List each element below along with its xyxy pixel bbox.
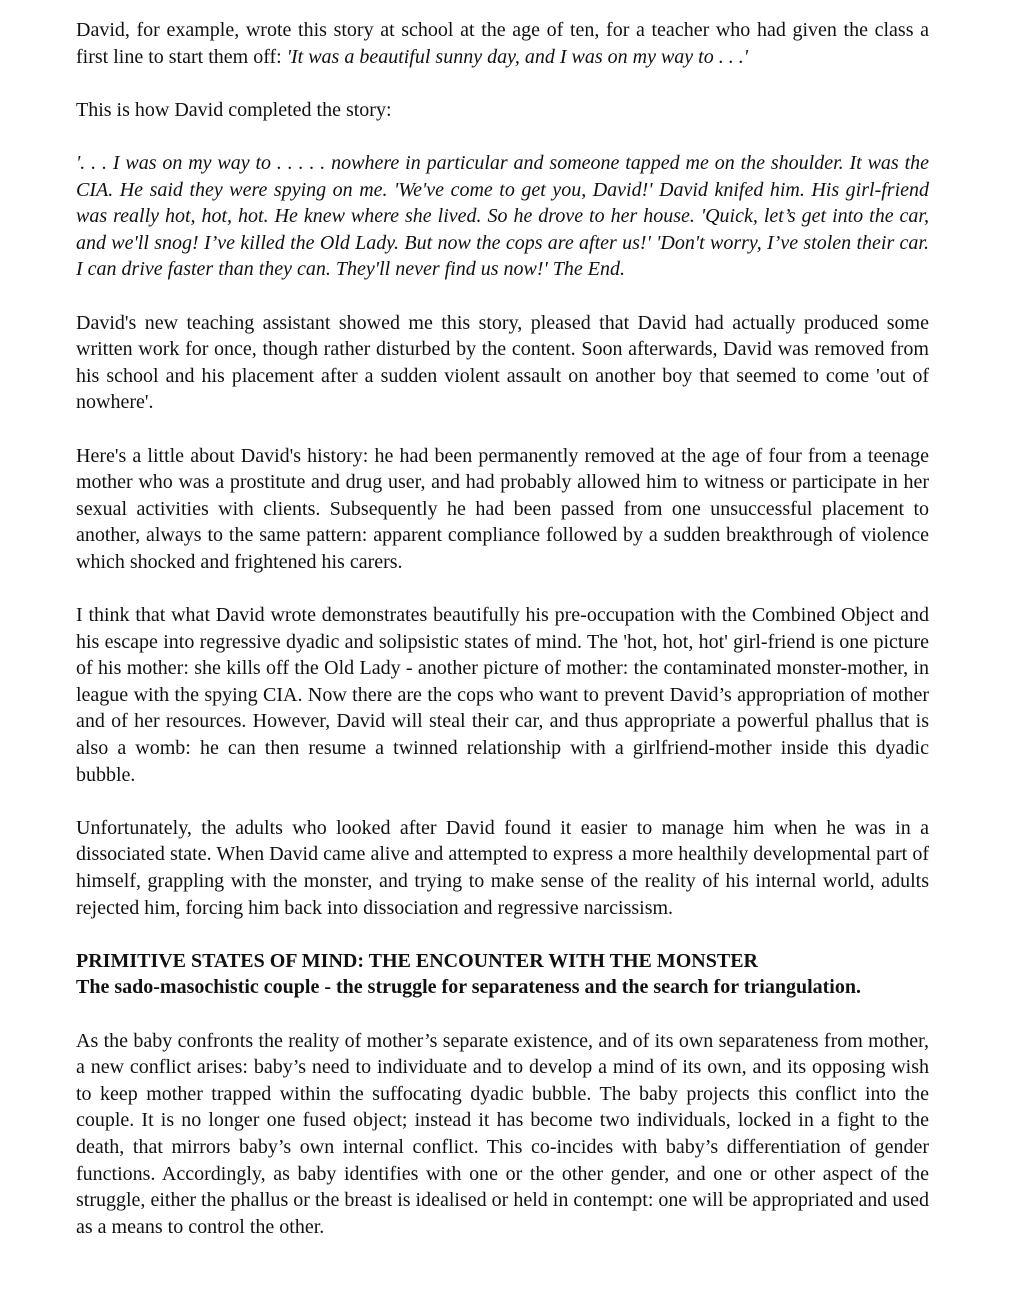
body-paragraph-combined-object: I think that what David wrote demonstrates beautifully his pre-occupation with the Combined Object and his escape into regressive dyadic and solipsistic states of mind. The 'hot, hot, hot' girl-friend is one picture of his mother: she kills off the Old Lady - another picture of mother: the contaminated monster-mother, in league with the spying CIA. Now there are the cops who want to prevent David’s appropriation of mother and of her resources. However, David will steal their car, and thus appropriate a powerful phallus that is also a womb: he can then resume a twinned relationship with a girlfriend-mother inside this dyadic bubble. <box>76 604 929 786</box>
section-heading: PRIMITIVE STATES OF MIND: THE ENCOUNTER WITH THE MONSTER <box>76 949 758 972</box>
intro-quote: 'It was a beautiful sunny day, and I was on my way to . . .' <box>286 45 749 68</box>
document-page <box>76 17 929 1267</box>
body-paragraph-dissociation: Unfortunately, the adults who looked after David found it easier to manage him when he was in a dissociated state. When David came alive and attempted to express a more healthily developmental part of himself, grappling with the monster, and trying to make sense of the reality of his internal world, adults rejected him, forcing him back into dissociation and regressive narcissism. <box>76 816 929 919</box>
intro-text: David, for example, wrote this story at school at the age of ten, for a teacher who had given the class a first line to start them off: <box>76 19 929 68</box>
final-paragraph: As the baby confronts the reality of mother’s separate existence, and of its own separateness from mother, a new conflict arises: baby’s need to individuate and to develop a mind of its own, and its opposing wish to keep mother trapped within the suffocating dyadic bubble. The baby projects this conflict into the couple. It is no longer one fused object; instead it has become two individuals, locked in a fight to the death, that mirrors baby’s own internal conflict. This co-incides with baby’s differentiation of gender functions. Accordingly, as baby identifies with one or the other gender, and one or other aspect of the struggle, either the phallus or the breast is idealised or held in contempt: one will be appropriated and used as a means to control the other. <box>76 1029 929 1238</box>
body-paragraph-history: Here's a little about David's history: he had been permanently removed at the age of four from a teenage mother who was a prostitute and drug user, and had probably allowed him to witness or participate in her sexual activities with clients. Subsequently he had been passed from one unsuccessful placement to another, always to the same pattern: apparent compliance followed by a sudden breakthrough of violence which shocked and frightened his carers. <box>76 444 929 573</box>
body-paragraph-teaching-assistant: David's new teaching assistant showed me this story, pleased that David had actually produced some written work for once, though rather disturbed by the content. Soon afterwards, David was removed from his school and his placement after a sudden violent assault on another boy that seemed to come 'out of nowhere'. <box>76 311 929 414</box>
section-subheading: The sado-masochistic couple - the struggle for separateness and the search for triangulation. <box>76 976 861 999</box>
lead-in-paragraph: This is how David completed the story: <box>76 98 392 121</box>
intro-paragraph <box>76 17 929 70</box>
story-paragraph: '. . . I was on my way to . . . . . nowhere in particular and someone tapped me on the shoulder. It was the CIA. He said they were spying on me. 'We've come to get you, David!' David knifed him. His girl-friend was really hot, hot, hot. He knew where she lived. So he drove to her house. 'Quick, let’s get into the car, and we'll snog! I’ve killed the Old Lady. But now the cops are after us!' 'Don't worry, I’ve stolen their car. I can drive faster than they can. They'll never find us now!' The End. <box>76 151 929 281</box>
